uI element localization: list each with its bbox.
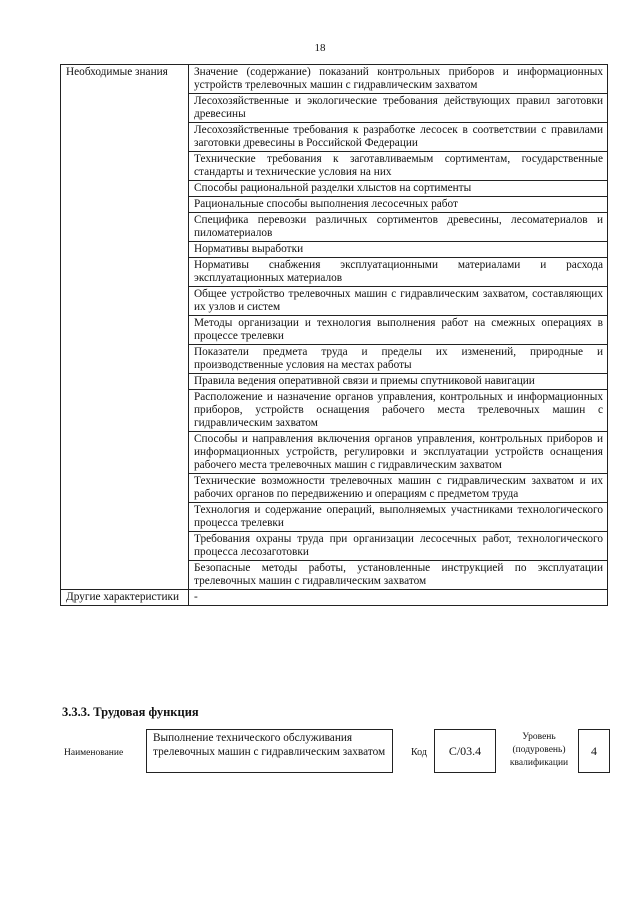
knowledge-item: Правила ведения оперативной связи и приемы спутниковой навигации	[189, 374, 608, 390]
section-title: 3.3.3. Трудовая функция	[62, 705, 199, 719]
code-label: Код	[411, 747, 427, 758]
knowledge-item: Показатели предмета труда и пределы их изменений, природные и производственные условия на местах работы	[189, 345, 608, 374]
knowledge-item: Рациональные способы выполнения лесосечных работ	[189, 197, 608, 213]
knowledge-item: Нормативы снабжения эксплуатационными материалами и расхода эксплуатационных материалов	[189, 258, 608, 287]
knowledge-item: Специфика перевозки различных сортиментов древесины, лесоматериалов и пиломатериалов	[189, 213, 608, 242]
qualification-level-field: 4	[578, 729, 610, 773]
knowledge-item: Безопасные методы работы, установленные инструкцией по эксплуатации трелевочных машин с гидравлическим захватом	[189, 561, 608, 590]
knowledge-item: Технические требования к заготавливаемым сортиментам, государственные стандарты и технические условия на них	[189, 152, 608, 181]
knowledge-item: Способы и направления включения органов управления, контрольных приборов и информационных устройств, регулировки и эксплуатации устройств оснащения рабочего места трелевочных машин с гидравлическим захватом	[189, 432, 608, 474]
knowledge-item: Технические возможности трелевочных машин с гидравлическим захватом и их рабочих органов по передвижению и операциям с предметом труда	[189, 474, 608, 503]
other-row	[61, 590, 608, 606]
knowledge-item: Значение (содержание) показаний контрольных приборов и информационных устройств трелевочных машин с гидравлическим захватом	[189, 65, 608, 94]
function-name-field: Выполнение технического обслуживания трелевочных машин с гидравлическим захватом	[146, 729, 393, 773]
knowledge-label: Необходимые знания	[61, 65, 189, 590]
knowledge-item: Расположение и назначение органов управления, контрольных и информационных приборов, устройств оснащения рабочего места трелевочных машин с гидравлическим захватом	[189, 390, 608, 432]
knowledge-item: Требования охраны труда при организации лесосечных работ, технологического процесса лесозаготовки	[189, 532, 608, 561]
qualification-level-label: Уровень (подуровень) квалификации	[509, 732, 569, 768]
knowledge-row	[61, 65, 608, 94]
knowledge-item: Лесохозяйственные и экологические требования действующих правил заготовки древесины	[189, 94, 608, 123]
function-code-field: C/03.4	[434, 729, 496, 773]
requirements-table	[60, 64, 608, 606]
knowledge-item: Технология и содержание операций, выполняемых участниками технологического процесса трелевки	[189, 503, 608, 532]
page-number: 18	[314, 42, 326, 54]
knowledge-item: Способы рациональной разделки хлыстов на сортименты	[189, 181, 608, 197]
knowledge-item: Лесохозяйственные требования к разработке лесосек в соответствии с правилами заготовки древесины в Российской Федерации	[189, 123, 608, 152]
name-label: Наименование	[64, 748, 124, 758]
knowledge-item: Общее устройство трелевочных машин с гидравлическим захватом, составляющих их узлов и систем	[189, 287, 608, 316]
knowledge-item: Методы организации и технология выполнения работ на смежных операциях в процессе трелевки	[189, 316, 608, 345]
other-label: Другие характеристики	[61, 590, 189, 606]
other-value: -	[189, 590, 608, 606]
knowledge-item: Нормативы выработки	[189, 242, 608, 258]
